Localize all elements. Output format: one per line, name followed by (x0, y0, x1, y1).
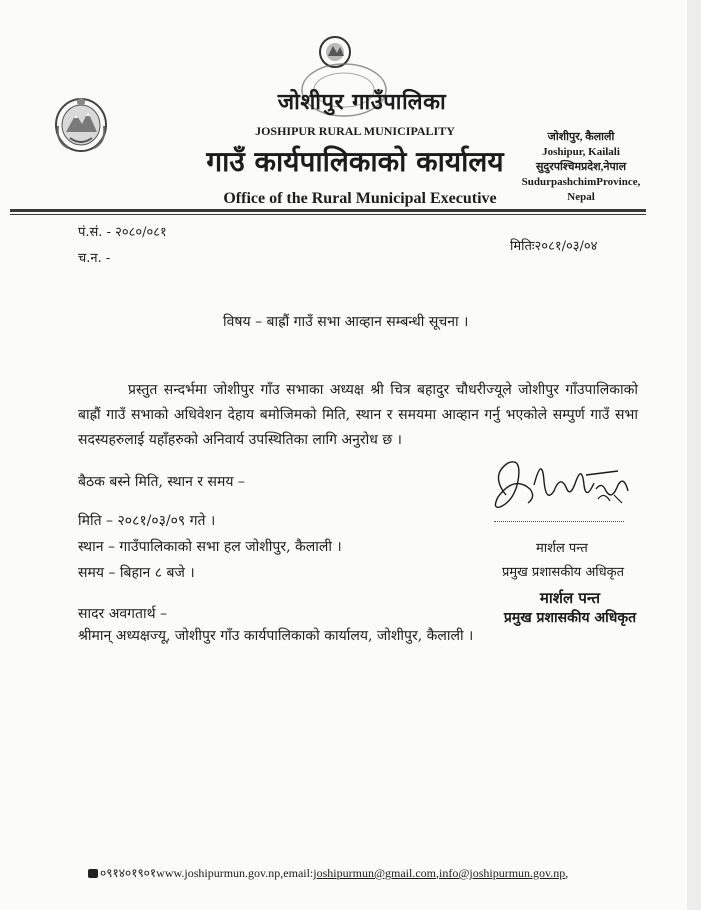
office-name-np: गाउँ कार्यपालिकाको कार्यालय (206, 145, 504, 178)
dispatch-number: च.न. - (78, 251, 111, 266)
address-line: Nepal (567, 191, 595, 203)
signatory-title: प्रमुख प्रशासकीय अधिकृत (502, 565, 625, 580)
meeting-date: मिति – २०८१/०३/०९ गते । (78, 513, 216, 529)
municipality-name-np: जोशीपुर गाउँपालिका (277, 89, 447, 115)
letter-date: मितिः२०८१/०३/०४ (510, 239, 598, 254)
cc-label: सादर अवगतार्थ – (78, 606, 168, 622)
address-line: जोशीपुर, कैलाली (547, 131, 615, 143)
footer-email-info[interactable]: info@joshipurmun.gov.np (439, 866, 566, 880)
footer-contact (88, 864, 568, 881)
header-divider (10, 209, 646, 212)
body-paragraph: प्रस्तुत सन्दर्भमा जोशीपुर गाँउ सभाका अध्यक्ष श्री चित्र बहादुर चौधरीज्यूले जोशीपुर गाँउपालिकाको बाह्रौं गाउँ सभाको अधिवेशन देहाय बमोजिमको मिति, स्थान र समयमा आव्हान गर्नु भएकोले सम्पुर्ण गाउँ सभा सदस्यहरुलाई यहाँहरुको अनिवार्य उपस्थितिका लागि अनुरोध छ । (78, 382, 638, 448)
address-line: SudurpashchimProvince, (521, 176, 641, 188)
address-line: सुदुरपश्चिमप्रदेश,नेपाल (535, 161, 627, 173)
footer-website: www.joshipurmun.gov.np,email: (156, 866, 314, 880)
address-line: Joshipur, Kailali (542, 146, 620, 158)
address-block (506, 130, 656, 205)
signatory-name: मार्शल पन्त (536, 541, 588, 556)
footer-email-gmail[interactable]: joshipurmun@gmail.com (313, 866, 436, 880)
page-edge (687, 0, 701, 910)
office-name-en: Office of the Rural Municipal Executive (223, 190, 497, 207)
name-stamp (490, 588, 650, 627)
footer-phone: ०९१४०१९०१ (100, 866, 157, 880)
header-divider-thin (10, 214, 646, 215)
signature-icon (478, 445, 638, 525)
phone-icon (88, 869, 98, 878)
stamp-name: मार्शल पन्त (539, 589, 601, 607)
municipality-name-en: JOSHIPUR RURAL MUNICIPALITY (255, 124, 455, 138)
reference-number: पं.सं. - २०८०/०८१ (78, 225, 167, 240)
stamp-title: प्रमुख प्रशासकीय अधिकृत (503, 610, 637, 626)
meeting-heading: बैठक बस्ने मिति, स्थान र समय – (78, 474, 245, 490)
footer-separator: , (436, 866, 439, 880)
meeting-time: समय – बिहान ८ बजे । (78, 565, 195, 581)
nepal-emblem-icon (52, 92, 110, 154)
signature-line (494, 521, 624, 522)
meeting-place: स्थान – गाउँपालिकाको सभा हल जोशीपुर, कैलाली । (78, 539, 342, 555)
cc-recipient: श्रीमान् अध्यक्षज्यू, जोशीपुर गाँउ कार्यपालिकाको कार्यालय, जोशीपुर, कैलाली । (78, 628, 474, 644)
subject-line: विषय – बाह्रौं गाउँ सभा आव्हान सम्बन्धी सूचना । (223, 314, 469, 330)
footer-end: , (565, 866, 569, 880)
